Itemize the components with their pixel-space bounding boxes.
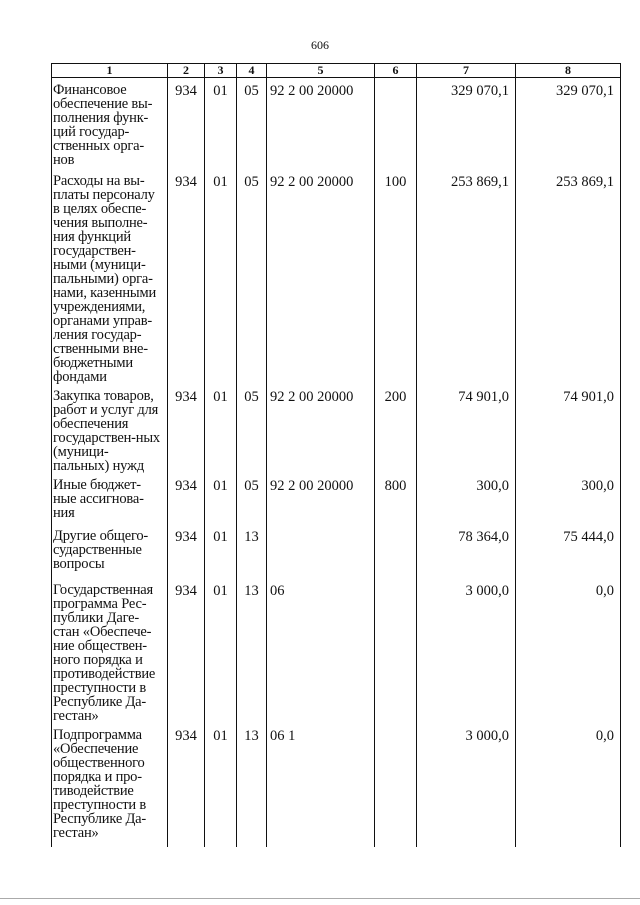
cell-type (375, 524, 417, 578)
cell-code: 934 (168, 723, 205, 847)
column-header: 1 (52, 64, 168, 78)
row-name: Иные бюджет-ные ассигнова-ния (52, 473, 168, 524)
cell-section: 01 (205, 78, 237, 169)
cell-code: 934 (168, 384, 205, 473)
column-header: 3 (205, 64, 237, 78)
column-header: 5 (267, 64, 375, 78)
cell-amount-8: 253 869,1 (516, 169, 621, 384)
cell-type: 100 (375, 169, 417, 384)
cell-section: 01 (205, 524, 237, 578)
column-header: 8 (516, 64, 621, 78)
table-row (52, 723, 621, 847)
cell-subsection: 05 (237, 384, 267, 473)
cell-amount-7: 74 901,0 (417, 384, 516, 473)
cell-target (267, 524, 375, 578)
cell-amount-7: 3 000,0 (417, 723, 516, 847)
cell-amount-7: 78 364,0 (417, 524, 516, 578)
cell-subsection: 05 (237, 473, 267, 524)
table-row (52, 78, 621, 169)
cell-amount-7: 253 869,1 (417, 169, 516, 384)
row-name: Расходы на вы-платы персоналу в целях обеспе-чения выполне-ния функций государствен-ными (муници-пальными) орга-нами, казенными учреждениями, органами управ-ления государ-ственными вне-бюджетными фондами (52, 169, 168, 384)
row-name: Государственная программа Рес-публики Даге-стан «Обеспече-ние обществен-ного порядка и противодействие преступности в Республике Да-гестан» (52, 578, 168, 723)
cell-subsection: 05 (237, 169, 267, 384)
table-row (52, 473, 621, 524)
cell-subsection: 05 (237, 78, 267, 169)
cell-code: 934 (168, 524, 205, 578)
budget-table (51, 63, 621, 847)
cell-amount-7: 3 000,0 (417, 578, 516, 723)
cell-type: 800 (375, 473, 417, 524)
cell-amount-8: 329 070,1 (516, 78, 621, 169)
column-header: 7 (417, 64, 516, 78)
cell-amount-8: 300,0 (516, 473, 621, 524)
cell-amount-7: 300,0 (417, 473, 516, 524)
cell-type (375, 78, 417, 169)
cell-target: 06 1 (267, 723, 375, 847)
cell-type (375, 723, 417, 847)
cell-amount-8: 0,0 (516, 578, 621, 723)
row-name: Другие общего-сударственные вопросы (52, 524, 168, 578)
cell-section: 01 (205, 473, 237, 524)
cell-amount-8: 0,0 (516, 723, 621, 847)
column-header: 2 (168, 64, 205, 78)
cell-code: 934 (168, 78, 205, 169)
cell-amount-8: 74 901,0 (516, 384, 621, 473)
column-header: 6 (375, 64, 417, 78)
cell-subsection: 13 (237, 578, 267, 723)
table-row (52, 384, 621, 473)
cell-type: 200 (375, 384, 417, 473)
cell-target: 92 2 00 20000 (267, 384, 375, 473)
cell-section: 01 (205, 169, 237, 384)
page-number: 606 (311, 38, 329, 52)
row-name: Финансовое обеспечение вы-полнения функ-ций государ-ственных орга-нов (52, 78, 168, 169)
row-name: Подпрограмма «Обеспечение общественного порядка и про-тиводействие преступности в Республике Да-гестан» (52, 723, 168, 847)
table-row (52, 524, 621, 578)
cell-amount-7: 329 070,1 (417, 78, 516, 169)
cell-code: 934 (168, 473, 205, 524)
table-row (52, 169, 621, 384)
cell-section: 01 (205, 384, 237, 473)
cell-type (375, 578, 417, 723)
cell-target: 92 2 00 20000 (267, 78, 375, 169)
cell-code: 934 (168, 169, 205, 384)
cell-subsection: 13 (237, 723, 267, 847)
cell-amount-8: 75 444,0 (516, 524, 621, 578)
cell-subsection: 13 (237, 524, 267, 578)
table-row (52, 578, 621, 723)
cell-target: 92 2 00 20000 (267, 473, 375, 524)
cell-code: 934 (168, 578, 205, 723)
cell-target: 92 2 00 20000 (267, 169, 375, 384)
header-row (52, 64, 621, 78)
cell-target: 06 (267, 578, 375, 723)
row-name: Закупка товаров, работ и услуг для обеспечения государствен-ных (муници-пальных) нужд (52, 384, 168, 473)
page-bottom-rule (0, 898, 640, 899)
cell-section: 01 (205, 723, 237, 847)
column-header: 4 (237, 64, 267, 78)
cell-section: 01 (205, 578, 237, 723)
